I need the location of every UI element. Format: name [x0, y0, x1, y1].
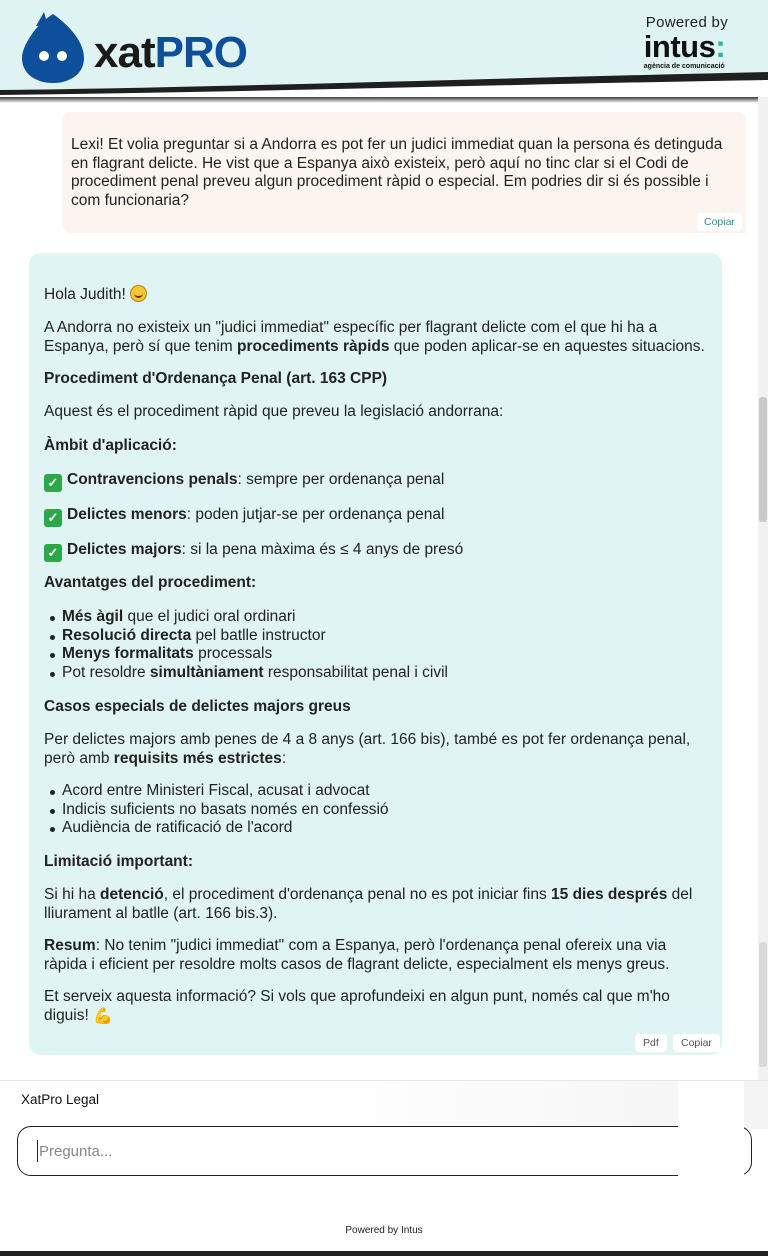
user-message-text: Lexi! Et volia preguntar si a Andorra es pot fer un judici immediat quan la persona és detinguda en flagrant delicte. He vist que a Espanya això existeix, però aquí no tinc clar si el Codi de procediment penal preveu algun procediment ràpid o especial. Em podries dir si és possible i com funcionaria?: [71, 136, 723, 209]
xatpro-logo[interactable]: [22, 12, 247, 84]
check-mark-icon: ✓: [44, 544, 62, 562]
check-mark-icon: ✓: [44, 509, 62, 527]
model-name[interactable]: XatPro Legal: [21, 1092, 100, 1107]
intro-paragraph: A Andorra no existeix un "judici immediat" específic per flagrant delicte com el que hi ha a Espanya, però sí que tenim procediments ràpids que poden aplicar-se en aquestes situacions.: [44, 319, 705, 355]
list-item: Resolució directa pel batlle instructor: [44, 627, 709, 646]
list-item: Audiència de ratificació de l'acord: [44, 819, 709, 838]
list-item: Indicis suficients no basats només en confessió: [44, 801, 709, 820]
special-cases-paragraph: Per delictes majors amb penes de 4 a 8 anys (art. 166 bis), també es pot fer ordenança penal, però amb requisits més estrictes:: [44, 731, 691, 767]
intus-brand: intus:: [643, 29, 726, 64]
chat-scrollbar[interactable]: [758, 97, 768, 1080]
list-item: Menys formalitats processals: [44, 645, 709, 664]
question-input[interactable]: [37, 1140, 677, 1162]
powered-by-label: Powered by: [645, 14, 728, 31]
question-box[interactable]: [17, 1126, 752, 1176]
advantages-list: [44, 608, 709, 682]
scope-item: ✓ Delictes majors: si la pena màxima és ≤ 4 anys de presó: [44, 541, 709, 562]
requirements-list: [44, 782, 709, 838]
app-header: [0, 0, 768, 97]
assistant-copy-button[interactable]: Copiar: [673, 1034, 720, 1052]
powered-by-footer[interactable]: Powered by Intus: [345, 1225, 423, 1236]
user-copy-button[interactable]: Copiar: [697, 213, 742, 231]
scope-item: ✓ Delictes menors: poden jutjar-se per ordenança penal: [44, 506, 709, 527]
pdf-button[interactable]: Pdf: [635, 1034, 667, 1052]
check-mark-icon: ✓: [44, 474, 62, 492]
list-item: Més àgil que el judici oral ordinari: [44, 608, 709, 627]
logo-drop-icon: [22, 12, 84, 84]
smile-emoji-icon: [130, 285, 147, 302]
assistant-message: [29, 253, 722, 1055]
intus-tagline: agència de comunicació: [643, 63, 725, 70]
scrollbar-thumb[interactable]: [759, 397, 767, 522]
bottom-edge: [0, 1251, 768, 1256]
procedure-heading: Procediment d'Ordenança Penal (art. 163 CPP): [44, 370, 388, 387]
header-shadow: [0, 97, 768, 103]
advantages-heading: Avantatges del procediment:: [44, 574, 257, 591]
greeting: Hola Judith!: [44, 285, 709, 305]
limitation-paragraph: Si hi ha detenció, el procediment d'ordenança penal no es pot iniciar fins 15 dies després del lliurament al batlle (art. 166 bis.3).: [44, 886, 693, 922]
list-item: Pot resoldre simultàniament responsabilitat penal i civil: [44, 664, 709, 683]
chat-footer: [0, 1080, 768, 1256]
limitation-heading: Limitació important:: [44, 853, 193, 870]
summary-paragraph: Resum: No tenim "judici immediat" com a Espanya, però l'ordenança penal ofereix una via ràpida i eficient per resoldre molts casos de flagrant delicte, especialment els menys greus.: [44, 937, 670, 973]
scope-heading: Àmbit d'aplicació:: [44, 437, 177, 454]
special-cases-heading: Casos especials de delictes majors greus: [44, 698, 351, 715]
user-message: [62, 112, 746, 233]
overlay-panel: [678, 1081, 744, 1181]
powered-by-intus[interactable]: [644, 14, 728, 70]
logo-wordmark: xatPRO: [94, 28, 247, 77]
procedure-description: Aquest és el procediment ràpid que preveu la legislació andorrana:: [44, 403, 504, 420]
list-item: Acord entre Ministeri Fiscal, acusat i advocat: [44, 782, 709, 801]
scrollbar-thumb-secondary[interactable]: [759, 942, 767, 1067]
model-bar: [0, 1081, 768, 1129]
closing-paragraph: Et serveix aquesta informació? Si vols que aprofundeixi en algun punt, només cal que m'ho diguis! 💪: [44, 988, 670, 1025]
scope-item: ✓ Contravencions penals: sempre per ordenança penal: [44, 471, 709, 492]
flexed-biceps-emoji-icon: 💪: [93, 1007, 114, 1025]
